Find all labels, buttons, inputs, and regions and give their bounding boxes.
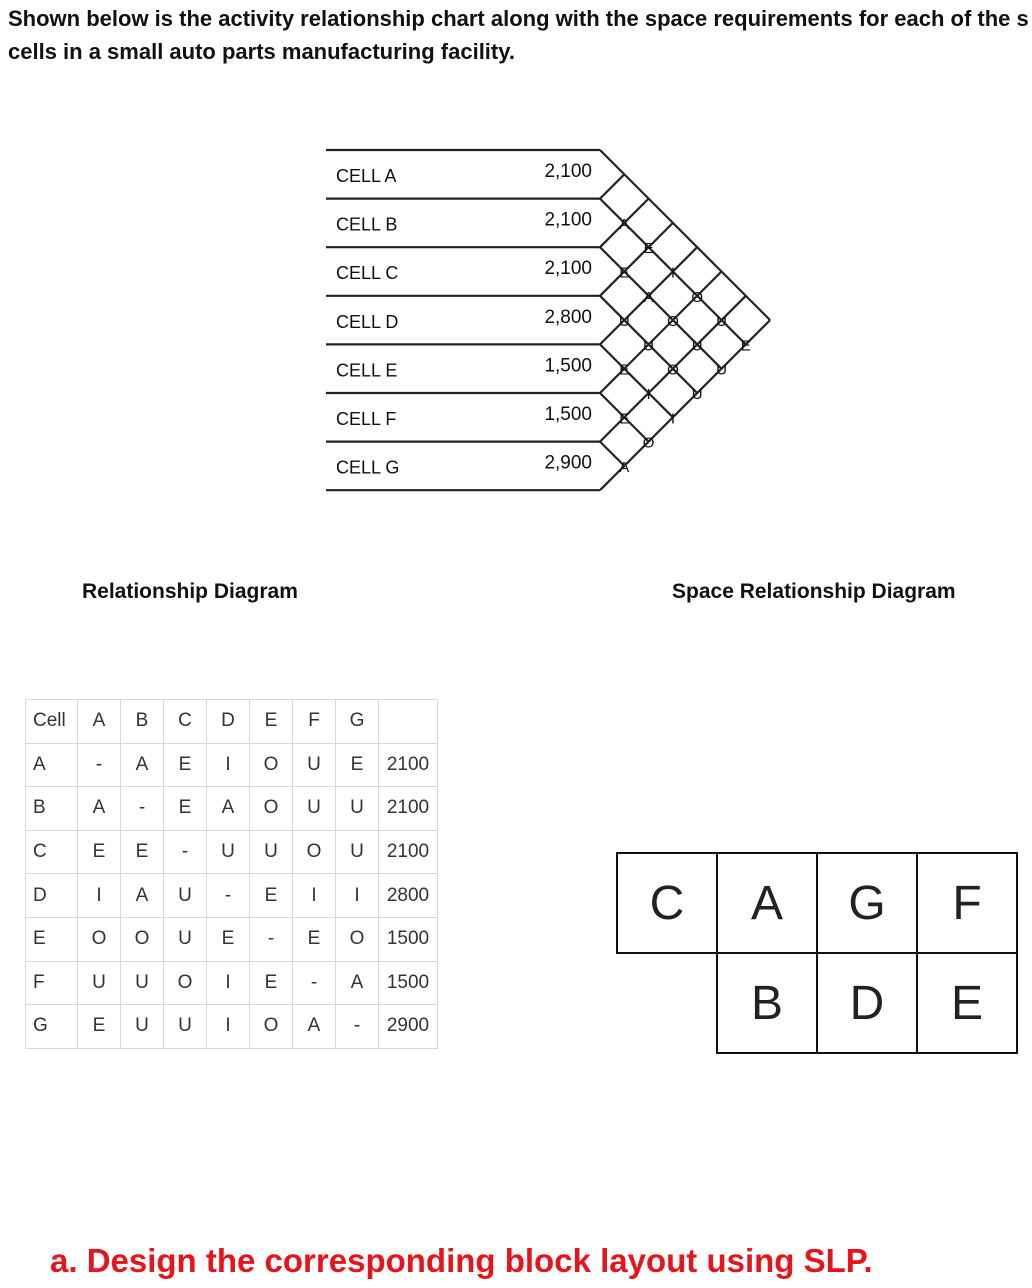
table-cell: I (207, 961, 250, 1005)
table-cell: O (293, 830, 336, 874)
chart-relationship-code: O (691, 288, 704, 306)
table-cell: - (121, 787, 164, 831)
table-cell: U (207, 830, 250, 874)
intro-line-1: Shown below is the activity relationship chart along with the space requirements for each of the s (8, 6, 1029, 31)
table-header-cell: B (121, 700, 164, 744)
table-cell: I (336, 874, 379, 918)
chart-relationship-code: U (716, 313, 727, 331)
table-cell: U (78, 961, 121, 1005)
table-cell: - (164, 830, 207, 874)
table-cell: E (121, 830, 164, 874)
table-header-cell: F (293, 700, 336, 744)
table-cell: E (78, 830, 121, 874)
table-header-cell: E (250, 700, 293, 744)
table-cell: O (250, 1005, 293, 1049)
table-row (26, 874, 438, 918)
table-cell: F (26, 961, 78, 1005)
chart-grid-line (600, 247, 722, 369)
table-cell: E (336, 743, 379, 787)
table-cell: - (336, 1005, 379, 1049)
table-header-cell (379, 700, 438, 744)
table-cell: E (26, 917, 78, 961)
table-cell: U (164, 874, 207, 918)
chart-relationship-code: U (716, 361, 727, 379)
chart-cell-area: 1,500 (544, 355, 592, 377)
table-header-cell: C (164, 700, 207, 744)
table-cell: I (293, 874, 336, 918)
intro-line-2: cells in a small auto parts manufacturing facility. (8, 39, 515, 64)
chart-cell-area: 2,100 (544, 258, 592, 280)
chart-relationship-code: I (670, 264, 675, 282)
table-cell: - (78, 743, 121, 787)
chart-relationship-code: A (619, 458, 630, 476)
table-cell: - (207, 874, 250, 918)
table-cell: U (293, 743, 336, 787)
table-cell: O (250, 743, 293, 787)
table-cell: O (250, 787, 293, 831)
relationship-diagram-title: Relationship Diagram (82, 580, 298, 603)
table-cell: O (164, 961, 207, 1005)
chart-cell-name: CELL F (336, 409, 397, 429)
space-relationship-block-layout (616, 852, 1018, 1056)
table-cell: A (207, 787, 250, 831)
block-top-3: G (816, 852, 918, 954)
block-bottom-3: E (916, 952, 1018, 1054)
table-cell: A (336, 961, 379, 1005)
table-cell: I (207, 1005, 250, 1049)
table-header-cell: D (207, 700, 250, 744)
table-cell: U (336, 830, 379, 874)
table-cell: 2100 (379, 787, 438, 831)
table-cell: G (26, 1005, 78, 1049)
chart-outer-edge (600, 150, 770, 320)
activity-relationship-chart (0, 130, 800, 510)
table-row (26, 743, 438, 787)
table-cell: 1500 (379, 961, 438, 1005)
chart-cell-name: CELL B (336, 214, 398, 235)
table-cell: A (293, 1005, 336, 1049)
table-cell: U (121, 961, 164, 1005)
table-cell: O (336, 917, 379, 961)
block-top-4: F (916, 852, 1018, 954)
intro-text (8, 2, 1032, 68)
table-cell: U (293, 787, 336, 831)
table-cell: 2900 (379, 1005, 438, 1049)
question-text: a. Design the corresponding block layout using SLP. (50, 1242, 873, 1279)
table-cell: D (26, 874, 78, 918)
table-row (26, 787, 438, 831)
chart-relationship-code: E (740, 337, 751, 355)
table-cell: 1500 (379, 917, 438, 961)
table-cell: E (78, 1005, 121, 1049)
table-header-row (26, 700, 438, 744)
chart-cell-area: 2,900 (544, 452, 592, 474)
chart-grid-line (600, 174, 624, 198)
table-cell: A (78, 787, 121, 831)
table-cell: E (164, 743, 207, 787)
chart-cell-name: CELL D (336, 311, 399, 332)
table-cell: E (207, 917, 250, 961)
table-cell: O (78, 917, 121, 961)
table-row (26, 961, 438, 1005)
table-cell: U (164, 1005, 207, 1049)
chart-cell-name: CELL E (336, 360, 398, 381)
block-top-2: A (716, 852, 818, 954)
chart-relationship-code: E (619, 361, 630, 379)
chart-cell-name: CELL A (336, 166, 397, 186)
table-cell: E (250, 874, 293, 918)
table-cell: 2800 (379, 874, 438, 918)
table-row (26, 830, 438, 874)
table-cell: B (26, 787, 78, 831)
chart-cell-area: 2,100 (544, 161, 592, 182)
table-cell: - (250, 917, 293, 961)
chart-relationship-code: E (619, 264, 630, 282)
space-relationship-diagram-title: Space Relationship Diagram (672, 580, 956, 603)
table-cell: U (336, 787, 379, 831)
table-header-cell: G (336, 700, 379, 744)
table-cell: I (207, 743, 250, 787)
block-top-1: C (616, 852, 718, 954)
chart-relationship-code: A (619, 215, 630, 233)
chart-relationship-code: O (642, 434, 655, 452)
table-cell: 2100 (379, 743, 438, 787)
chart-relationship-code: E (619, 410, 630, 428)
chart-relationship-code: U (643, 337, 655, 355)
chart-relationship-code: O (667, 361, 679, 379)
table-cell: A (26, 743, 78, 787)
table-cell: - (293, 961, 336, 1005)
chart-relationship-code: I (646, 386, 651, 403)
block-bottom-2: D (816, 952, 918, 1054)
chart-relationship-code: U (691, 386, 703, 403)
chart-relationship-code: U (691, 337, 703, 355)
table-cell: U (250, 830, 293, 874)
relationship-table (25, 699, 438, 1049)
table-cell: C (26, 830, 78, 874)
block-bottom-1: B (716, 952, 818, 1054)
chart-cell-area: 1,500 (544, 404, 592, 425)
table-row (26, 1005, 438, 1049)
chart-cell-name: CELL C (336, 263, 399, 284)
table-cell: U (121, 1005, 164, 1049)
chart-relationship-code: E (643, 240, 654, 258)
chart-cell-name: CELL G (336, 457, 400, 478)
table-cell: O (121, 917, 164, 961)
chart-cell-area: 2,800 (544, 306, 592, 328)
table-header-cell: A (78, 700, 121, 744)
chart-grid-line (600, 272, 722, 394)
chart-relationship-code: A (643, 288, 654, 306)
table-cell: A (121, 743, 164, 787)
table-row (26, 917, 438, 961)
table-header-cell: Cell (26, 700, 78, 744)
chart-cell-area: 2,100 (544, 209, 592, 231)
table-cell: E (293, 917, 336, 961)
table-cell: E (250, 961, 293, 1005)
chart-relationship-code: I (670, 410, 675, 428)
table-cell: A (121, 874, 164, 918)
chart-relationship-code: O (667, 313, 679, 331)
table-cell: U (164, 917, 207, 961)
chart-relationship-code: U (618, 313, 630, 331)
table-cell: I (78, 874, 121, 918)
table-cell: 2100 (379, 830, 438, 874)
table-cell: E (164, 787, 207, 831)
